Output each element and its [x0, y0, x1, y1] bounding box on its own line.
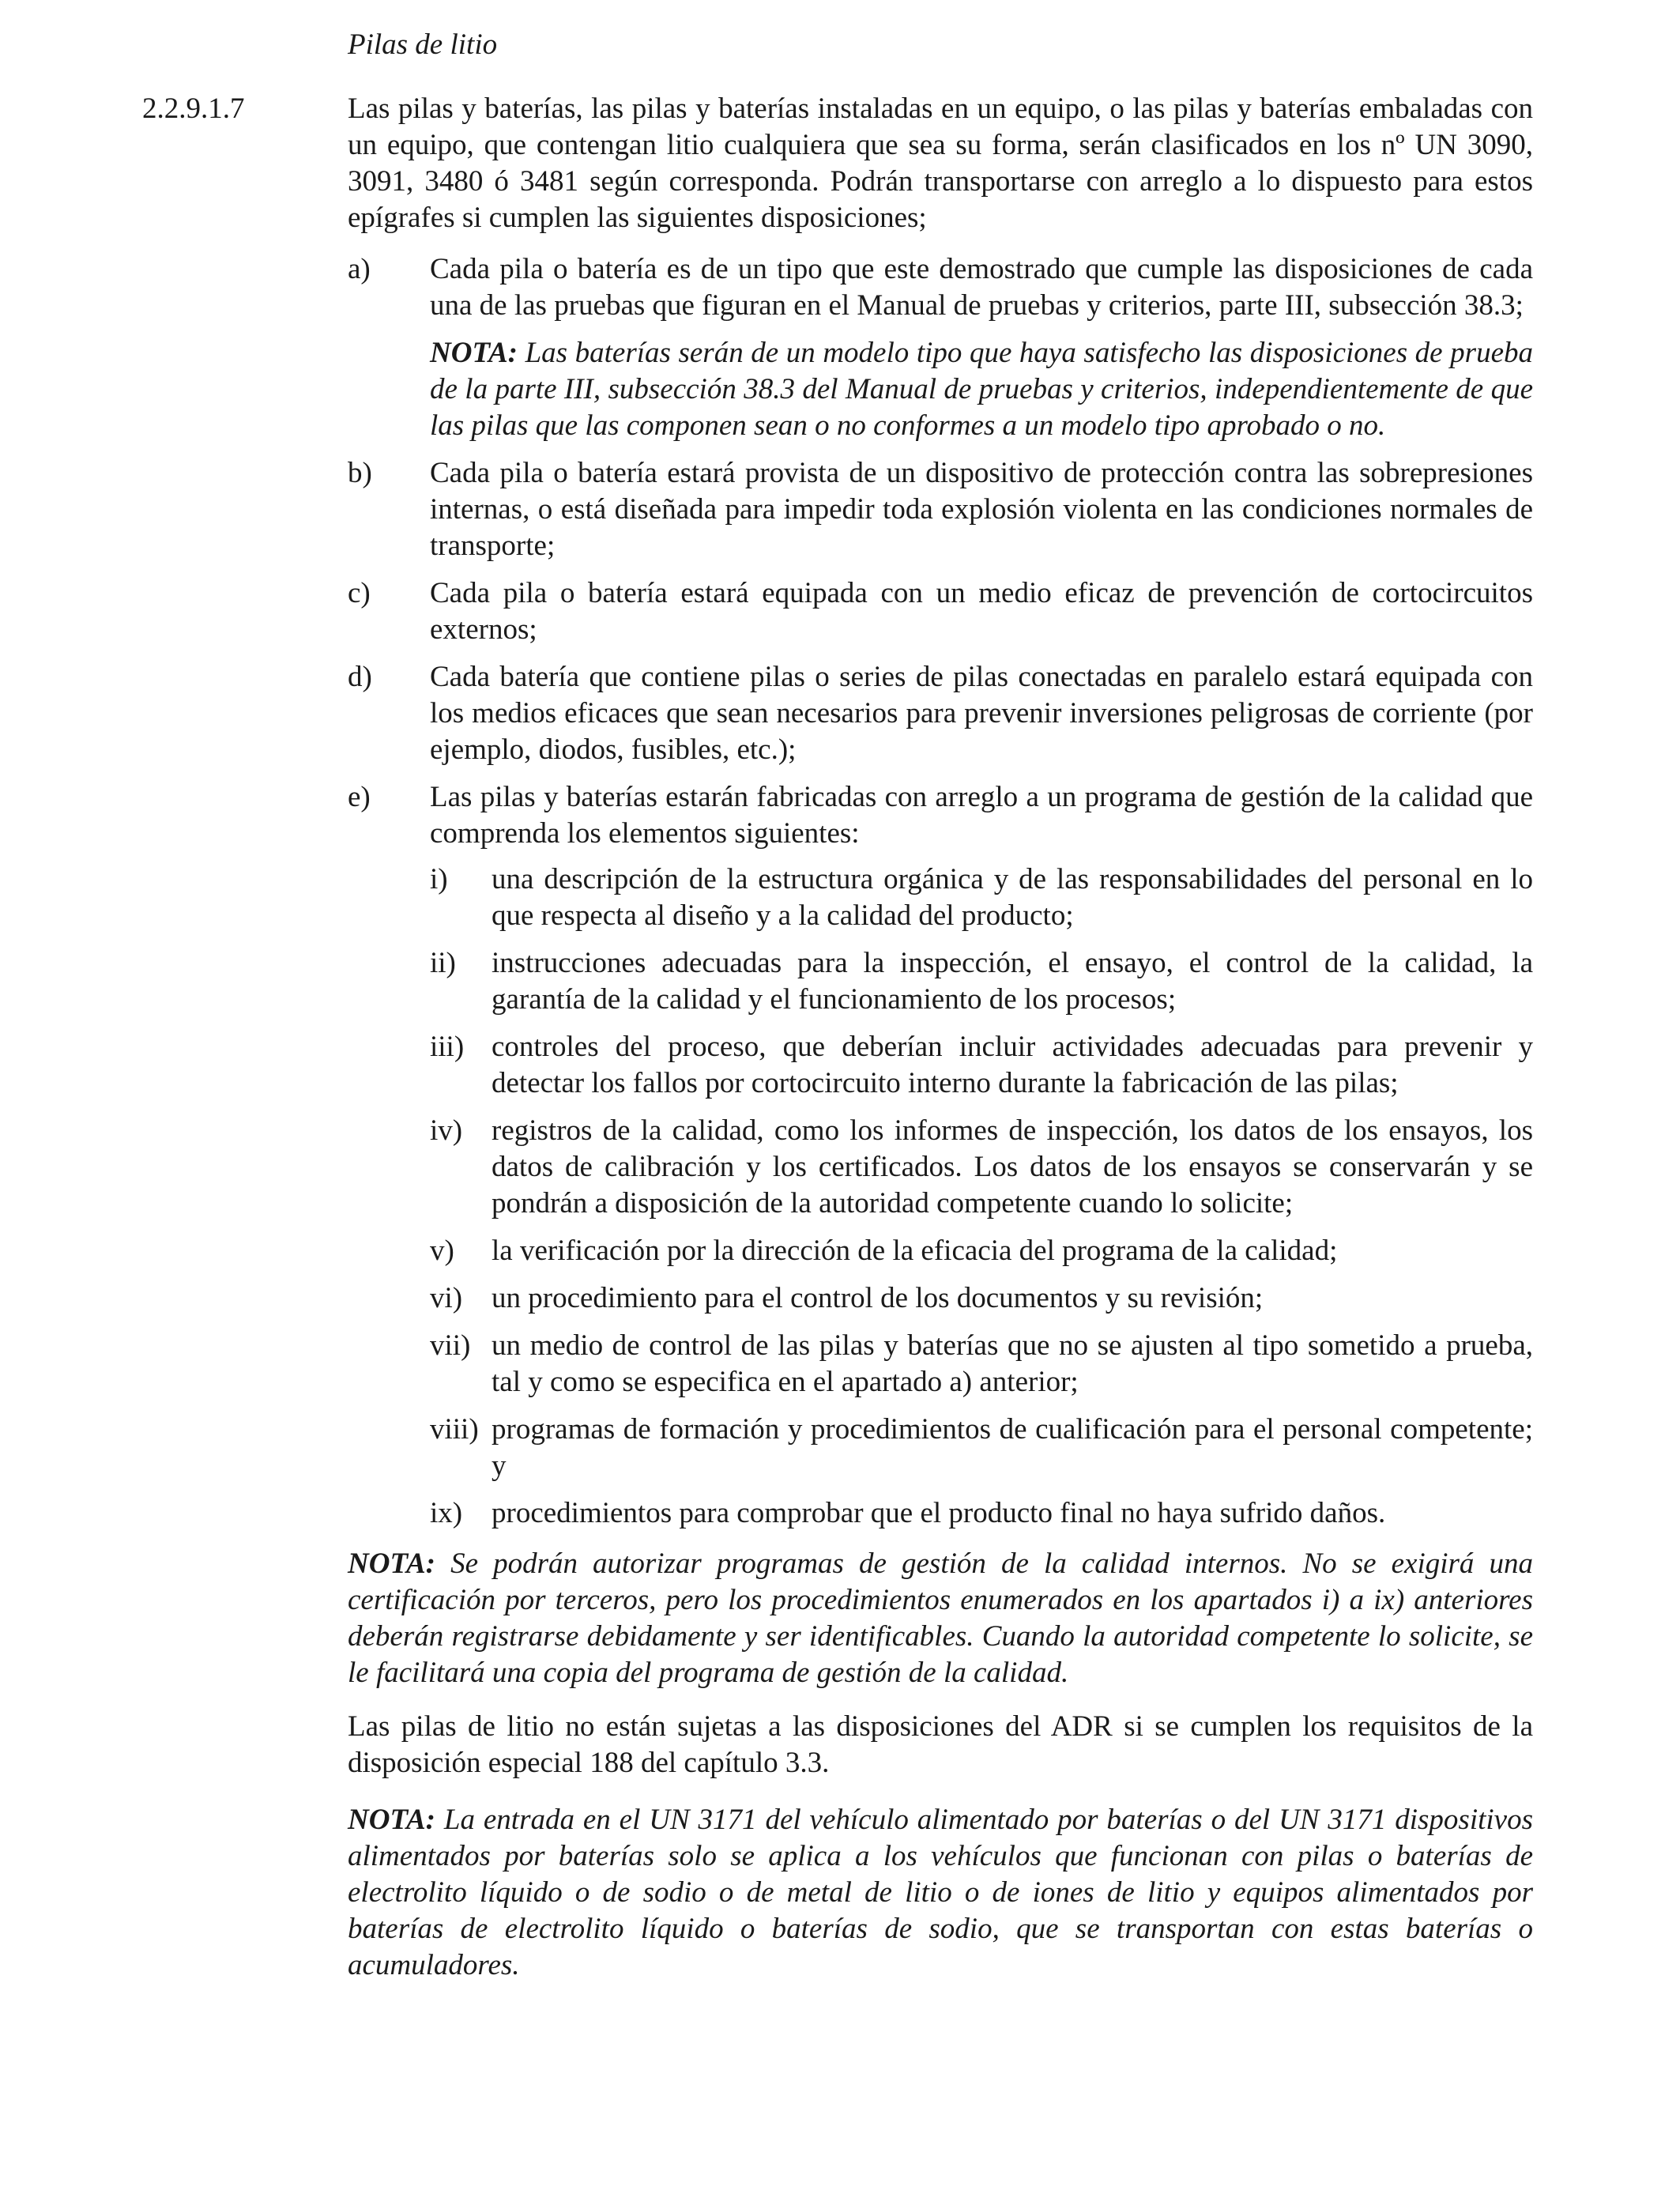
- note-label: NOTA:: [348, 1804, 435, 1836]
- list-item-b: [348, 455, 1533, 564]
- final-note: [348, 1802, 1533, 1984]
- section-heading: Pilas de litio: [348, 28, 498, 61]
- note-label: NOTA:: [348, 1547, 435, 1580]
- subitem-text: controles del proceso, que deberían incluir actividades adecuadas para prevenir y detectar los fallos por cortocircuito interno durante la fabricación de las pilas;: [492, 1031, 1533, 1099]
- subitem-text: una descripción de la estructura orgánica y de las responsabilidades del personal en lo que respecta al diseño y a la calidad del producto;: [492, 863, 1533, 932]
- subitem-i: [430, 861, 1533, 934]
- subitem-label: viii): [430, 1413, 479, 1446]
- item-text: Cada pila o batería estará equipada con un medio eficaz de prevención de cortocircuitos externos;: [430, 577, 1533, 646]
- subitem-vi: [430, 1280, 1533, 1317]
- subitem-vii: [430, 1328, 1533, 1400]
- subitem-iii: [430, 1029, 1533, 1102]
- list-item-e: [348, 779, 1533, 1532]
- subitem-label: vii): [430, 1329, 471, 1362]
- list-item-c: [348, 575, 1533, 648]
- intro-paragraph: Las pilas y baterías, las pilas y baterías instaladas en un equipo, o las pilas y baterías embaladas con un equipo, que contengan litio cualquiera que sea su forma, serán clasificados en los nº UN 3090, 3091, 3480 ó 3481 según corresponda. Podrán transportarse con arreglo a lo dispuesto para estos epígrafes si cumplen las siguientes disposiciones;: [348, 92, 1533, 234]
- subitem-ii: [430, 945, 1533, 1018]
- note-text: Se podrán autorizar programas de gestión de la calidad internos. No se exigirá una certificación por terceros, pero los procedimientos enumerados en los apartados i) a ix) anteriores deberán registrarse debidamente y ser identificables. Cuando la autoridad competente lo solicite, se le facilitará una copia del programa de gestión de la calidad.: [348, 1547, 1533, 1689]
- subitem-ix: [430, 1495, 1533, 1532]
- subitem-iv: [430, 1113, 1533, 1222]
- subitem-label: ii): [430, 947, 456, 979]
- item-text: Las pilas y baterías estarán fabricadas con arreglo a un programa de gestión de la calidad que comprenda los elementos siguientes:: [430, 781, 1533, 850]
- item-label: c): [348, 577, 371, 609]
- requirements-list: [348, 251, 1533, 1984]
- subitem-text: la verificación por la dirección de la eficacia del programa de la calidad;: [492, 1235, 1338, 1267]
- subitem-text: programas de formación y procedimientos de cualificación para el personal competente; y: [492, 1413, 1533, 1482]
- item-text: Cada batería que contiene pilas o series de pilas conectadas en paralelo estará equipada con los medios eficaces que sean necesarios para prevenir inversiones peligrosas de corriente (por ejemplo, diodos, fusibles, etc.);: [430, 661, 1533, 766]
- subitem-label: iii): [430, 1031, 465, 1063]
- subitems-list: [430, 861, 1533, 1532]
- subitem-label: ix): [430, 1497, 463, 1529]
- item-label: d): [348, 661, 372, 693]
- item-label: a): [348, 253, 371, 285]
- subitem-label: i): [430, 863, 448, 895]
- note-text: Las baterías serán de un modelo tipo que haya satisfecho las disposiciones de prueba de la parte III, subsección 38.3 del Manual de pruebas y criterios, independientemente de que las pilas que las componen sean o no conformes a un modelo tipo aprobado o no.: [430, 337, 1533, 442]
- subitem-viii: [430, 1412, 1533, 1484]
- special-provision-paragraph: Las pilas de litio no están sujetas a las disposiciones del ADR si se cumplen los requisitos de la disposición especial 188 del capítulo 3.3.: [348, 1710, 1533, 1779]
- item-label: b): [348, 457, 372, 489]
- note-label: NOTA:: [430, 337, 518, 369]
- list-item-a: [348, 251, 1533, 444]
- subitem-text: procedimientos para comprobar que el producto final no haya sufrido daños.: [492, 1497, 1386, 1529]
- list-item-d: [348, 659, 1533, 768]
- subitem-text: registros de la calidad, como los informes de inspección, los datos de los ensayos, los datos de calibración y los certificados. Los datos de los ensayos se conservarán y se pondrán a disposición de la autoridad competente cuando lo solicite;: [492, 1114, 1533, 1220]
- note-text: La entrada en el UN 3171 del vehículo alimentado por baterías o del UN 3171 dispositivos alimentados por baterías solo se aplica a los vehículos que funcionan con pilas o baterías de electrolito líquido o de sodio o de metal de litio o de iones de litio y equipos alimentados por baterías de electrolito líquido o baterías de sodio, que se transportan con estas baterías o acumuladores.: [348, 1804, 1533, 1981]
- subitem-text: un medio de control de las pilas y baterías que no se ajusten al tipo sometido a prueba, tal y como se especifica en el apartado a) anterior;: [492, 1329, 1533, 1398]
- subitem-text: un procedimiento para el control de los documentos y su revisión;: [492, 1282, 1264, 1314]
- section-number: 2.2.9.1.7: [142, 92, 245, 125]
- item-a-note: [430, 335, 1533, 444]
- subitem-label: v): [430, 1235, 454, 1267]
- subitem-v: [430, 1233, 1533, 1269]
- item-text: Cada pila o batería es de un tipo que este demostrado que cumple las disposiciones de cada una de las pruebas que figuran en el Manual de pruebas y criterios, parte III, subsección 38.3;: [430, 253, 1533, 322]
- item-label: e): [348, 781, 371, 813]
- quality-note: [348, 1546, 1533, 1691]
- subitem-label: iv): [430, 1114, 463, 1147]
- subitem-label: vi): [430, 1282, 463, 1314]
- subitem-text: instrucciones adecuadas para la inspección, el ensayo, el control de la calidad, la garantía de la calidad y el funcionamiento de los procesos;: [492, 947, 1533, 1016]
- item-text: Cada pila o batería estará provista de un dispositivo de protección contra las sobrepresiones internas, o está diseñada para impedir toda explosión violenta en las condiciones normales de transporte;: [430, 457, 1533, 562]
